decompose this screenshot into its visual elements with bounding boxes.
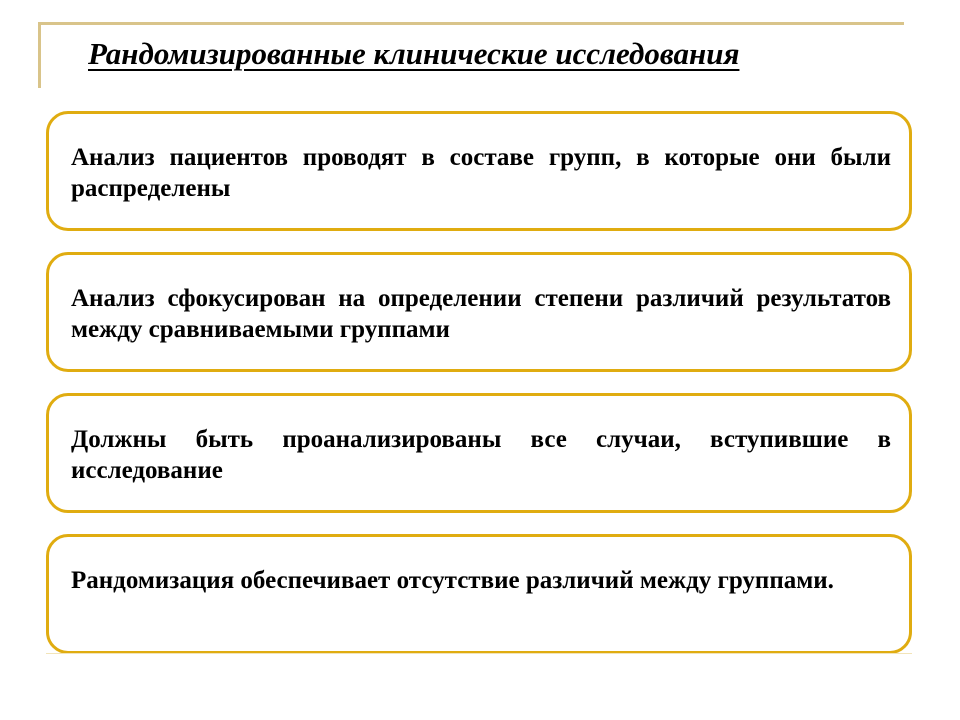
statement-box-3: [46, 393, 912, 513]
slide-title: Рандомизированные клинические исследования: [88, 36, 740, 71]
frame-top-line: [38, 22, 904, 25]
statement-text-4: Рандомизация обеспечивает отсутствие различий между группами.: [71, 567, 834, 594]
statement-text-1: Анализ пациентов проводят в составе групп, в которые они были распределены: [71, 144, 891, 202]
statement-box-2: [46, 252, 912, 372]
statement-box-1: [46, 111, 912, 231]
frame-bottom-line: [46, 653, 912, 654]
statement-text-3: Должны быть проанализированы все случаи, вступившие в исследование: [71, 426, 891, 484]
statement-box-4: [46, 534, 912, 654]
frame-left-line: [38, 22, 41, 88]
statement-text-2: Анализ сфокусирован на определении степени различий результатов между сравниваемыми группами: [71, 285, 891, 343]
